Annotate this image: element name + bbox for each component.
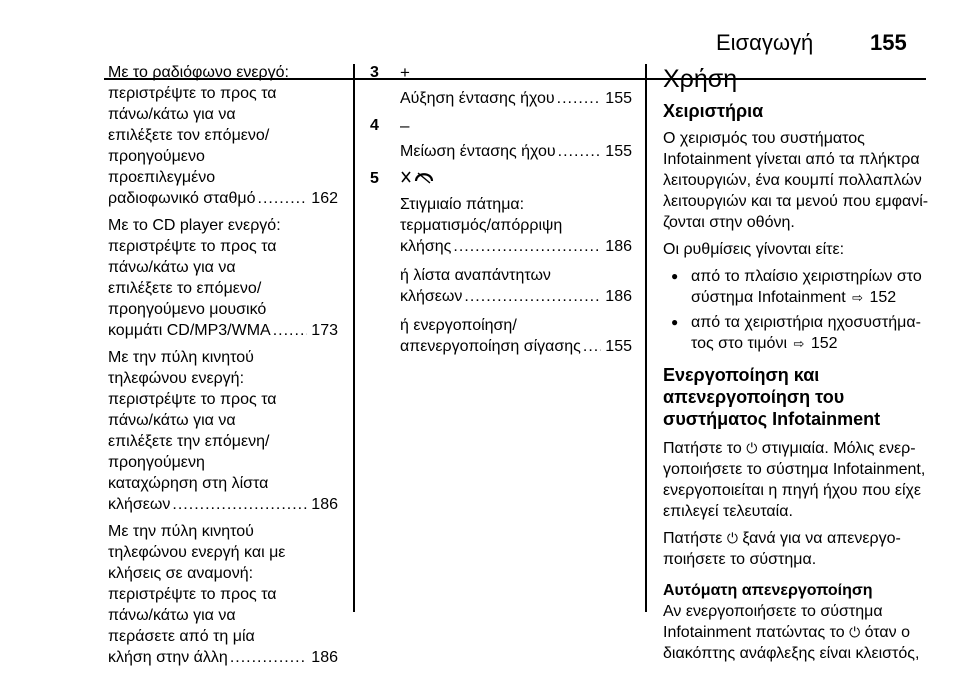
item-number: 5 [370,170,379,187]
reference-text: κλήσης [400,238,452,255]
text-line: προεπιλεγμένο [108,169,216,186]
sub-heading-power [663,364,933,430]
paragraph-radio [108,62,338,209]
reference-page: 152 [869,289,897,306]
power-icon: ⏻ [849,624,861,640]
dot-leader [230,647,307,668]
page-reference [108,188,338,209]
section-heading: Χρήση [663,65,738,93]
power-icon: ⏻ [746,440,758,456]
reference-page: 155 [605,338,632,355]
reference-page: 155 [605,90,632,107]
text-line: διακόπτης ανάφλεξης είναι κλειστός, [663,645,920,662]
paragraph-controls [663,128,933,233]
text-line: Με την πύλη κινητού [108,523,254,540]
text-line: Ο χειρισμός του συστήματος [663,130,865,147]
text-line: Infotainment γίνεται από τα πλήκτρα [663,151,920,168]
bullet-item [663,312,933,354]
reference-page: 173 [311,322,338,339]
heading-line: Ενεργοποίηση και [663,365,820,385]
reference-text: κομμάτι CD/MP3/WMA [108,322,271,339]
sub-heading-auto-off: Αυτόματη απενεργοποίηση [663,582,873,599]
text-line: πάνω/κάτω για να [108,412,236,429]
power-icon: ⏻ [726,530,738,546]
text-line: προηγούμενη [108,454,205,471]
text-line: προηγούμενο μουσικό [108,301,267,318]
page-reference [400,286,632,307]
text-line: ενεργοποιείται η πηγή ήχου που είχε [663,482,922,499]
page-reference [400,141,632,162]
reference-page: 186 [311,649,338,666]
text-fragment: Πατήστε [663,530,723,547]
item-number: 3 [370,64,379,81]
reference-text: Αύξηση έντασης ήχου [400,90,555,107]
page-reference [400,236,632,257]
text-line: καταχώρηση στη λίστα [108,475,269,492]
text-line [691,333,933,354]
text-fragment: τος στο τιμόνι [691,335,788,352]
reference-text: κλήσεων [108,496,171,513]
text-line: ή ενεργοποίηση/ [400,317,517,334]
list-item-3 [370,62,632,109]
text-line: ζονται στην οθόνη. [663,214,795,231]
bullet-item [663,266,933,308]
text-line: κλήσεις σε αναμονή: [108,565,254,582]
text-line: πάνω/κάτω για να [108,259,236,276]
sub-entry-mute [400,315,632,357]
arrow-right-icon: ⇨ [852,290,864,305]
page-number: 155 [870,30,907,55]
text-fragment: όταν ο [864,624,910,641]
text-line: επιλέξετε το επόμενο/ [108,280,262,297]
page-reference [108,320,338,341]
dot-leader [273,320,308,341]
paragraph-settings: Οι ρυθμίσεις γίνονται είτε: [663,241,845,258]
reference-page: 155 [605,143,632,160]
sub-entry-missed-calls [400,265,632,307]
dot-leader [453,236,601,257]
reference-page: 186 [605,288,632,305]
text-line: ποιήσετε το σύστημα. [663,551,817,568]
text-line: περιστρέψτε το προς τα [108,391,277,408]
mute-phone-icon-graphic [400,168,440,186]
page-reference [400,336,632,357]
text-line: ● από το πλαίσιο χειριστηρίων στο [691,268,922,285]
minus-icon: – [400,116,410,135]
page-header [0,20,960,60]
dot-leader [258,188,308,209]
mute-phone-icon [400,168,632,190]
arrow-right-icon: ⇨ [793,336,805,351]
text-line: Με την πύλη κινητού [108,349,254,366]
text-line: επιλεγεί τελευταία. [663,503,793,520]
text-line: τερματισμός/απόρριψη [400,217,563,234]
text-line: περιστρέψτε το προς τα [108,586,277,603]
page-reference [108,494,338,515]
column-1 [108,62,338,674]
reference-text: απενεργοποίηση σίγασης [400,338,581,355]
dot-leader [583,336,601,357]
column-divider-2 [645,64,647,612]
text-line: περιστρέψτε το προς τα [108,238,277,255]
column-2 [370,62,632,363]
text-line: πάνω/κάτω για να [108,607,236,624]
list-item-4 [370,115,632,162]
text-fragment: σύστημα Infotainment [691,289,846,306]
text-line: ● από τα χειριστήρια ηχοσυστήμα‐ [691,314,921,331]
item-number: 4 [370,117,379,134]
text-line: Με το ραδιόφωνο ενεργό: [108,64,289,81]
text-line: επιλέξετε την επόμενη/ [108,433,270,450]
reference-text: Μείωση έντασης ήχου [400,143,556,160]
heading-line: απενεργοποίηση του [663,387,845,407]
text-line: Αν ενεργοποιήσετε το σύστημα [663,603,883,620]
text-line: περάσετε από τη μία [108,628,255,645]
reference-text: κλήσεων [400,288,463,305]
text-fragment: ξανά για να απενεργο‐ [742,530,901,547]
dot-leader [558,141,602,162]
text-line [663,528,933,549]
text-line: ή λίστα αναπάντητων [400,267,551,284]
paragraph-cd [108,215,338,341]
list-item-5 [370,168,632,357]
text-line: επιλέξετε τον επόμενο/ [108,127,270,144]
text-line [663,622,933,643]
reference-page: 186 [311,496,338,513]
text-line: πάνω/κάτω για να [108,106,236,123]
text-line [691,287,933,308]
text-line: λειτουργιών, ένα κουμπί πολλαπλών [663,172,922,189]
text-line: λειτουργιών και τα μενού που εμφανί‐ [663,193,929,210]
paragraph-power-off [663,528,933,570]
sub-heading: Χειριστήρια [663,101,764,121]
section-title: Εισαγωγή [716,30,814,55]
column-divider-1 [353,64,355,612]
text-line: Στιγμιαίο πάτημα: [400,196,525,213]
plus-icon: + [400,63,410,82]
reference-page: 162 [311,190,338,207]
text-line: τηλεφώνου ενεργή: [108,370,245,387]
reference-text: ραδιοφωνικό σταθμό [108,190,256,207]
text-line: προηγούμενο [108,148,205,165]
paragraph-phone [108,347,338,515]
text-line: Με το CD player ενεργό: [108,217,281,234]
page-reference [400,88,632,109]
dot-leader [464,286,601,307]
dot-leader [557,88,602,109]
text-line: περιστρέψτε το προς τα [108,85,277,102]
text-line: τηλεφώνου ενεργή και με [108,544,286,561]
paragraph-phone-waiting [108,521,338,668]
text-line: γοποιήσετε το σύστημα Infotainment, [663,461,926,478]
page-reference [108,647,338,668]
reference-page: 152 [810,335,838,352]
text-line [663,438,933,459]
paragraph-power-on [663,438,933,522]
reference-text: κλήση στην άλλη [108,649,228,666]
dot-leader [172,494,307,515]
paragraph-auto-off [663,601,933,664]
reference-page: 186 [605,238,632,255]
text-fragment: στιγμιαία. Μόλις ενερ‐ [761,440,916,457]
heading-line: συστήματος Infotainment [663,409,881,429]
text-fragment: Πατήστε το [663,440,742,457]
text-fragment: Infotainment πατώντας το [663,624,845,641]
column-3 [663,62,933,670]
